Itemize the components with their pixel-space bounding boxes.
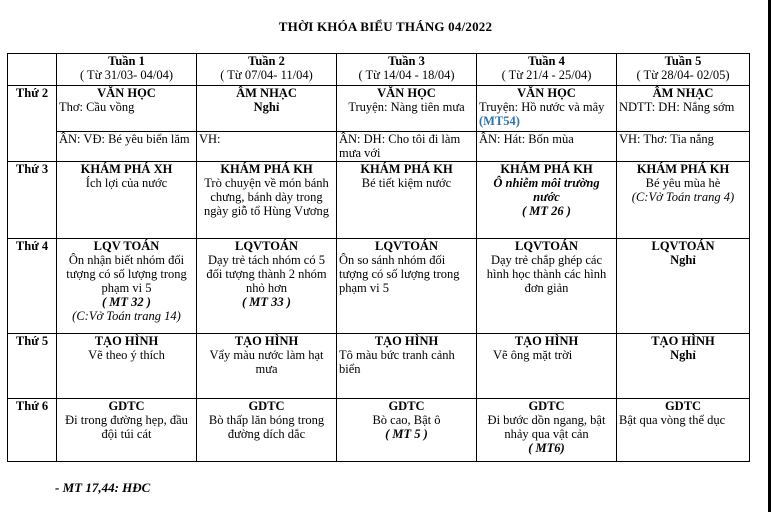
- extra-activity: ÂN: VĐ: Bé yêu biển lăm: [59, 132, 190, 146]
- thu3-row: [8, 162, 750, 239]
- mt-code: ( MT 5 ): [385, 427, 428, 441]
- activity-text: [479, 100, 614, 128]
- subject-label: GDTC: [248, 399, 285, 413]
- schedule-cell: [477, 162, 617, 239]
- schedule-cell: [337, 334, 477, 399]
- subject-label: KHÁM PHÁ KH: [360, 162, 453, 176]
- subject-label: VĂN HỌC: [377, 86, 436, 100]
- schedule-cell: [617, 239, 750, 334]
- activity-text: Tô màu bức tranh cảnh biển: [339, 348, 455, 376]
- thu6-row: [8, 399, 750, 462]
- schedule-cell: [617, 132, 750, 162]
- schedule-cell: [337, 162, 477, 239]
- activity-text: Ô nhiễm môi trường nước: [493, 176, 600, 204]
- activity-text: Nghỉ: [670, 348, 696, 362]
- subject-label: LQVTOÁN: [515, 239, 578, 253]
- activity-text: Đi bước dồn ngang, bật nhảy qua vật cản: [487, 413, 606, 441]
- schedule-cell: [477, 239, 617, 334]
- schedule-cell: [197, 86, 337, 132]
- schedule-cell: [617, 162, 750, 239]
- week-name: Tuần 5: [664, 54, 702, 68]
- activity-text: Vẽ ông mặt trời: [493, 348, 573, 362]
- subject-label: GDTC: [664, 399, 702, 413]
- subject-label: LQVTOÁN: [375, 239, 438, 253]
- day-label: Thứ 3: [8, 162, 57, 239]
- schedule-cell: [617, 399, 750, 462]
- subject-label: KHÁM PHÁ XH: [80, 162, 173, 176]
- subject-label: KHÁM PHÁ KH: [220, 162, 313, 176]
- activity-text: Bò cao, Bật ô: [372, 413, 441, 427]
- activity-text: Bé yêu mùa hè: [645, 176, 721, 190]
- activity-text: Nghỉ: [253, 100, 280, 114]
- schedule-cell: [197, 239, 337, 334]
- day-label: Thứ 5: [8, 334, 57, 399]
- day-label: Thứ 2: [8, 86, 57, 162]
- mt-tag: (MT54): [479, 114, 520, 128]
- week-range: ( Từ 21/4 - 25/04): [501, 68, 592, 82]
- subject-label: GDTC: [388, 399, 425, 413]
- activity-text: Dạy trẻ chắp ghép các hình học thành các hình đơn giản: [486, 253, 607, 295]
- mt-code: ( MT 33 ): [242, 295, 291, 309]
- subject-label: LQVTOÁN: [651, 239, 715, 253]
- schedule-cell: [477, 334, 617, 399]
- mt-code: ( MT 32 ): [102, 295, 151, 309]
- schedule-cell: [57, 399, 197, 462]
- activity-text: Trò chuyện về món bánh chưng, bánh dày trong ngày giỗ tổ Hùng Vương: [204, 176, 329, 218]
- schedule-cell: [57, 86, 197, 132]
- week-name: Tuần 4: [528, 54, 565, 68]
- subject-label: TẠO HÌNH: [514, 334, 579, 348]
- thu5-row: [8, 334, 750, 399]
- schedule-cell: [57, 162, 197, 239]
- week-1-header: [57, 54, 197, 86]
- schedule-cell: [337, 239, 477, 334]
- mt-code: ( MT 26 ): [522, 204, 571, 218]
- schedule-cell: [197, 334, 337, 399]
- week-name: Tuần 1: [108, 54, 145, 68]
- page-title: THỜI KHÓA BIỂU THÁNG 04/2022: [278, 19, 493, 34]
- activity-text: Bật qua vòng thể dục: [619, 413, 726, 427]
- subject-label: GDTC: [528, 399, 565, 413]
- schedule-cell: [337, 399, 477, 462]
- thu2-extra-row: [8, 132, 750, 162]
- mt-code: ( MT6): [528, 441, 565, 455]
- week-5-header: [617, 54, 750, 86]
- thu4-row: [8, 239, 750, 334]
- activity-text: Ôn so sánh nhóm đối tượng có số lượng trong phạm vi 5: [339, 253, 460, 295]
- extra-activity: ÂN: Hát: Bốn mùa: [479, 132, 574, 146]
- note-text: (C:Vở Toán trang 4): [631, 190, 735, 204]
- activity-text: Bò thấp lăn bóng trong đường dích dắc: [208, 413, 325, 441]
- extra-activity: ÂN: DH: Cho tôi đi làm mưa với: [339, 132, 461, 160]
- subject-label: KHÁM PHÁ KH: [636, 162, 730, 176]
- week-range: ( Từ 07/04- 11/04): [220, 68, 313, 82]
- activity-text: Vẽ theo ý thích: [88, 348, 165, 362]
- activity-text: Vẩy màu nước làm hạt mưa: [209, 348, 324, 376]
- schedule-cell: [197, 162, 337, 239]
- subject-label: VĂN HỌC: [517, 86, 576, 100]
- day-label: Thứ 4: [8, 239, 57, 334]
- schedule-cell: [57, 334, 197, 399]
- schedule-cell: [337, 86, 477, 132]
- footnote: - MT 17,44: HĐC: [55, 480, 151, 495]
- subject-label: ÂM NHẠC: [652, 86, 714, 100]
- week-4-header: [477, 54, 617, 86]
- subject-label: TẠO HÌNH: [651, 334, 715, 348]
- activity-text: Bé tiết kiệm nước: [361, 176, 452, 190]
- subject-label: TẠO HÌNH: [374, 334, 439, 348]
- activity-text: Ôn nhận biết nhóm đối tượng có số lượng trong phạm vi 5: [66, 253, 187, 295]
- schedule-cell: [57, 239, 197, 334]
- week-3-header: [337, 54, 477, 86]
- subject-label: KHÁM PHÁ KH: [500, 162, 593, 176]
- subject-label: TẠO HÌNH: [234, 334, 299, 348]
- thu2-row: [8, 86, 750, 132]
- activity-text: Truyện: Nàng tiên mưa: [348, 100, 465, 114]
- activity-text: Dạy trẻ tách nhóm có 5 đối tượng thành 2 nhóm nhỏ hơn: [206, 253, 327, 295]
- subject-label: TẠO HÌNH: [94, 334, 159, 348]
- activity-text: NDTT: DH: Nắng sớm: [619, 100, 735, 114]
- subject-label: GDTC: [108, 399, 145, 413]
- subject-label: VĂN HỌC: [97, 86, 156, 100]
- extra-activity: VH: Thơ: Tia nắng: [619, 132, 714, 146]
- week-range: ( Từ 31/03- 04/04): [80, 68, 173, 82]
- schedule-cell: [197, 132, 337, 162]
- activity-content: Truyện: Hồ nước và mây: [479, 100, 605, 114]
- week-range: ( Từ 28/04- 02/05): [636, 68, 730, 82]
- activity-text: Thơ: Cầu vồng: [59, 100, 135, 114]
- week-header-row: [8, 54, 750, 86]
- activity-text: Nghỉ: [670, 253, 696, 267]
- schedule-cell: [617, 334, 750, 399]
- week-2-header: [197, 54, 337, 86]
- activity-text: Đi trong đường hẹp, đầu đội túi cát: [65, 413, 188, 441]
- corner-cell: [8, 54, 57, 86]
- subject-label: LQV TOÁN: [93, 239, 160, 253]
- schedule-cell: [477, 86, 617, 132]
- activity-text: Ích lợi của nước: [85, 176, 168, 190]
- extra-activity: VH:: [199, 132, 221, 146]
- week-name: Tuần 2: [248, 54, 285, 68]
- schedule-cell: [57, 132, 197, 162]
- schedule-cell: [477, 399, 617, 462]
- schedule-cell: [477, 132, 617, 162]
- schedule-cell: [197, 399, 337, 462]
- schedule-table: [7, 53, 750, 462]
- schedule-cell: [617, 86, 750, 132]
- subject-label: ÂM NHẠC: [236, 86, 297, 100]
- subject-label: LQVTOÁN: [235, 239, 298, 253]
- schedule-cell: [337, 132, 477, 162]
- week-range: ( Từ 14/04 - 18/04): [358, 68, 455, 82]
- day-label: Thứ 6: [8, 399, 57, 462]
- week-name: Tuần 3: [388, 54, 425, 68]
- note-text: (C:Vở Toán trang 14): [72, 309, 181, 323]
